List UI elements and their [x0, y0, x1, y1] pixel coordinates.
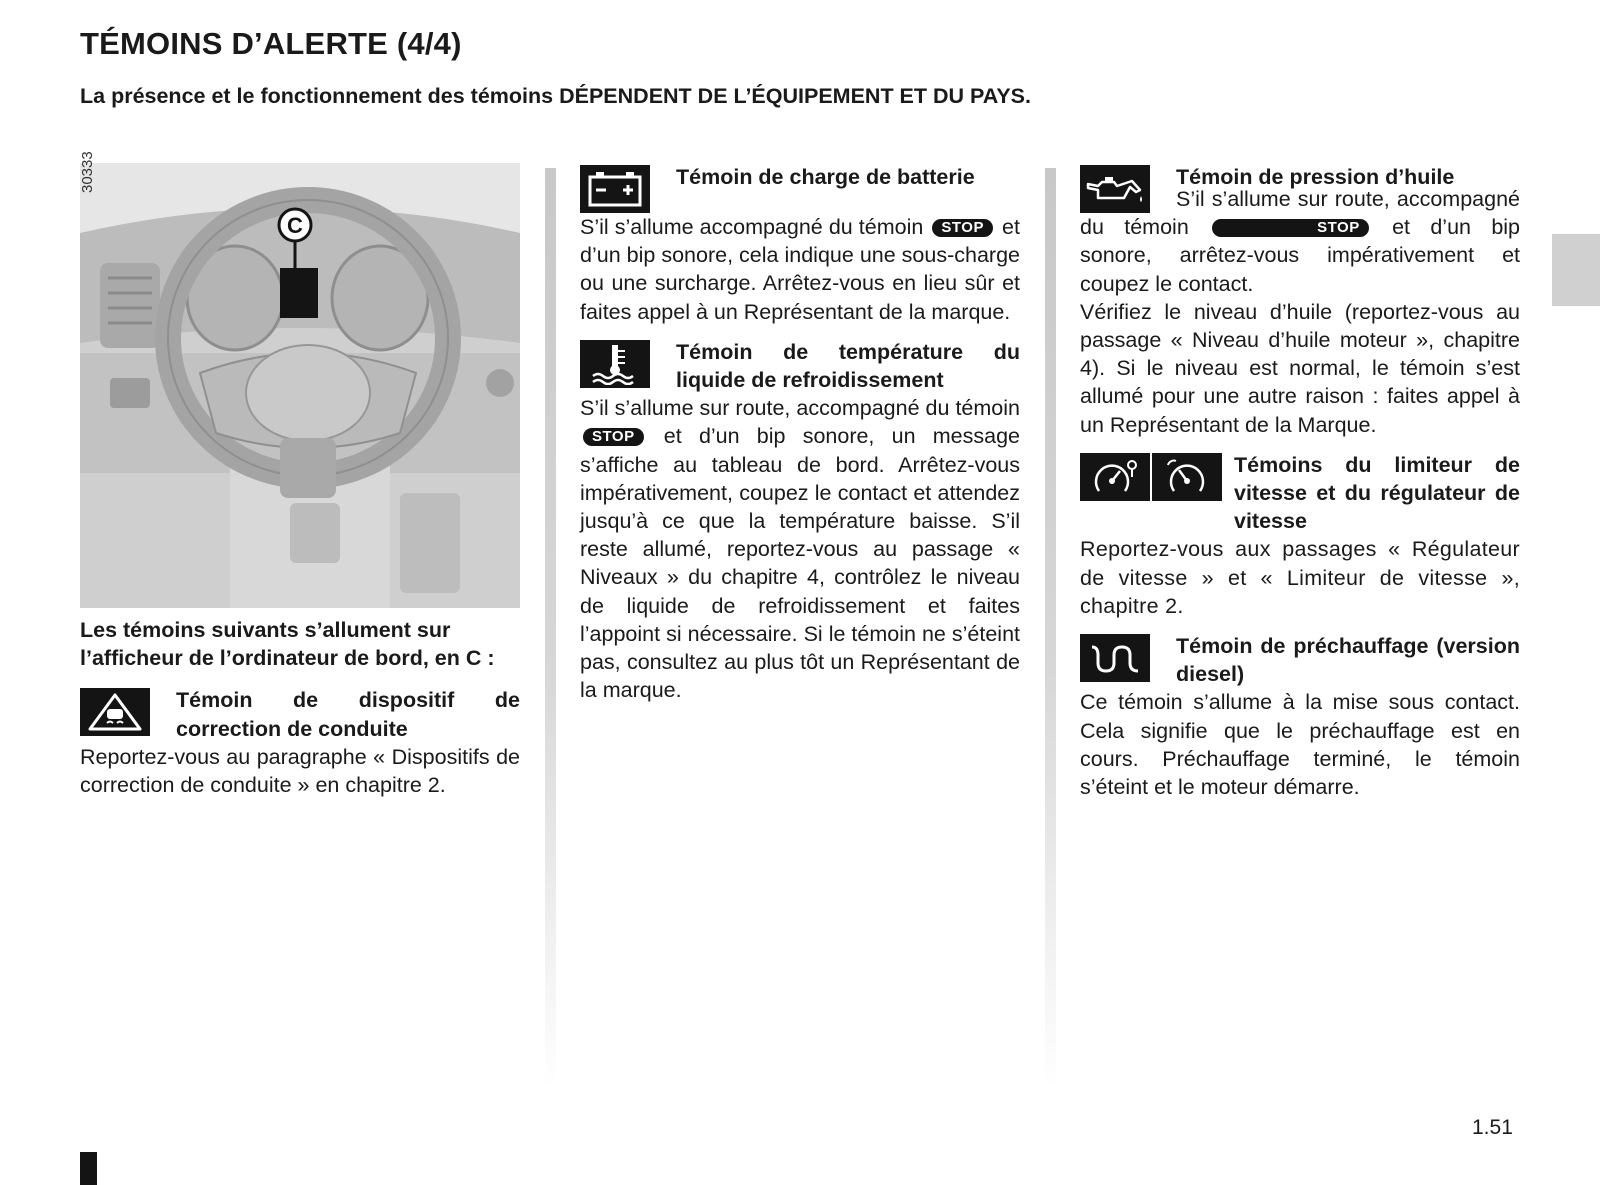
speed-icons-group	[1080, 453, 1222, 501]
driving-aid-body: Reportez-vous au paragraphe « Dispositifs de correction de conduite » en chapitre 2.	[80, 744, 520, 798]
preheat-body: Ce témoin s’allume à la mise sous contact. Cela signifie que le préchauffage est en cours. Préchauffage terminé, le témoin s’éteint et le moteur démarre.	[1080, 690, 1520, 800]
speed-control-body: Reportez-vous aux passages « Régulateur de vitesse » et « Limiteur de vitesse », chapitre 2.	[1080, 537, 1520, 618]
page-title: TÉMOINS D’ALERTE (4/4)	[80, 26, 462, 61]
oil-pressure-body-part-2: et d’un bip sonore, arrêtez-vous impérativement et coupez le contact.	[1080, 215, 1521, 296]
column-divider-2	[1045, 168, 1056, 1088]
battery-icon	[580, 165, 650, 213]
stop-badge: STOP	[932, 219, 993, 237]
oil-pressure-heading: Témoin de pression d’huile	[1176, 165, 1455, 189]
speed-limiter-icon	[1080, 453, 1150, 501]
page-number: 1.51	[1472, 1116, 1513, 1139]
column-divider-1	[545, 168, 556, 1088]
oil-pressure-body-part-1: S’il s’allume sur route, accompagné du témoin	[1080, 187, 1520, 240]
intro-text: Les témoins suivants s’allument sur l’afficheur de l’ordinateur de bord, en C :	[80, 618, 495, 671]
battery-body-part-1: S’il s’allume accompagné du témoin	[580, 215, 924, 239]
skidding-car-icon	[80, 688, 150, 736]
stop-badge: STOP	[1212, 219, 1369, 237]
oil-can-icon	[1080, 165, 1150, 213]
battery-body	[580, 213, 1020, 326]
column-1	[79, 151, 520, 799]
cruise-control-icon	[1152, 453, 1222, 501]
battery-body-part-2: et d’un bip sonore, cela indique une sous-charge ou une surcharge. Arrêtez-vous en lieu sûr et faites appel à un Représentant de la marque.	[580, 215, 1020, 324]
photo-callout-label: C	[287, 213, 303, 238]
page-corner-marker	[80, 1152, 97, 1185]
driving-aid-heading: Témoin de dispositif de correction de conduite	[176, 688, 520, 741]
driving-aid-entry	[80, 686, 520, 799]
page-subtitle: La présence et le fonctionnement des témoins DÉPENDENT DE L’ÉQUIPEMENT ET DU PAYS.	[80, 84, 1031, 108]
oil-pressure-entry	[1080, 163, 1520, 439]
steering-wheel-drawing	[80, 163, 520, 608]
photo-reference-code: 30333	[79, 151, 96, 193]
column-2	[580, 163, 1020, 704]
coolant-body-part-2: et d’un bip sonore, un message s’affiche au tableau de bord. Arrêtez-vous impérativement, coupez le contact et attendez jusqu’à ce que la température baisse. S’il reste allumé, reportez-vous au passage « Niveaux » du chapitre 4, contrôlez le niveau de liquide de refroidissement et faites l’appoint si nécessaire. Si le témoin ne s’éteint pas, consultez au plus tôt un Représentant de la marque.	[580, 424, 1020, 703]
coolant-body-part-1: S’il s’allume sur route, accompagné du témoin	[580, 396, 1020, 421]
section-tab	[1552, 234, 1600, 306]
battery-heading: Témoin de charge de batterie	[676, 165, 975, 189]
dashboard-illustration	[79, 151, 520, 608]
coolant-body	[580, 394, 1020, 704]
coolant-entry	[580, 338, 1020, 705]
column-3	[1080, 163, 1520, 801]
coolant-heading: Témoin de température du liquide de refroidissement	[676, 339, 1020, 393]
speed-control-entry	[1080, 451, 1520, 620]
preheat-heading: Témoin de préchauffage (version diesel)	[1176, 634, 1520, 687]
coolant-temperature-icon	[580, 340, 650, 388]
speed-control-heading: Témoins du limiteur de vitesse et du régulateur de vitesse	[1234, 452, 1520, 534]
battery-entry	[580, 163, 1020, 326]
glow-plug-icon	[1080, 634, 1150, 682]
oil-pressure-body-part-3: Vérifiez le niveau d’huile (reportez-vous au passage « Niveau d’huile moteur », chapitre 4). Si le niveau est normal, le témoin s’est allumé pour une autre raison : faites appel à un Représentant de la Marque.	[1080, 299, 1520, 437]
preheat-entry	[1080, 632, 1520, 801]
stop-badge: STOP	[583, 428, 644, 446]
